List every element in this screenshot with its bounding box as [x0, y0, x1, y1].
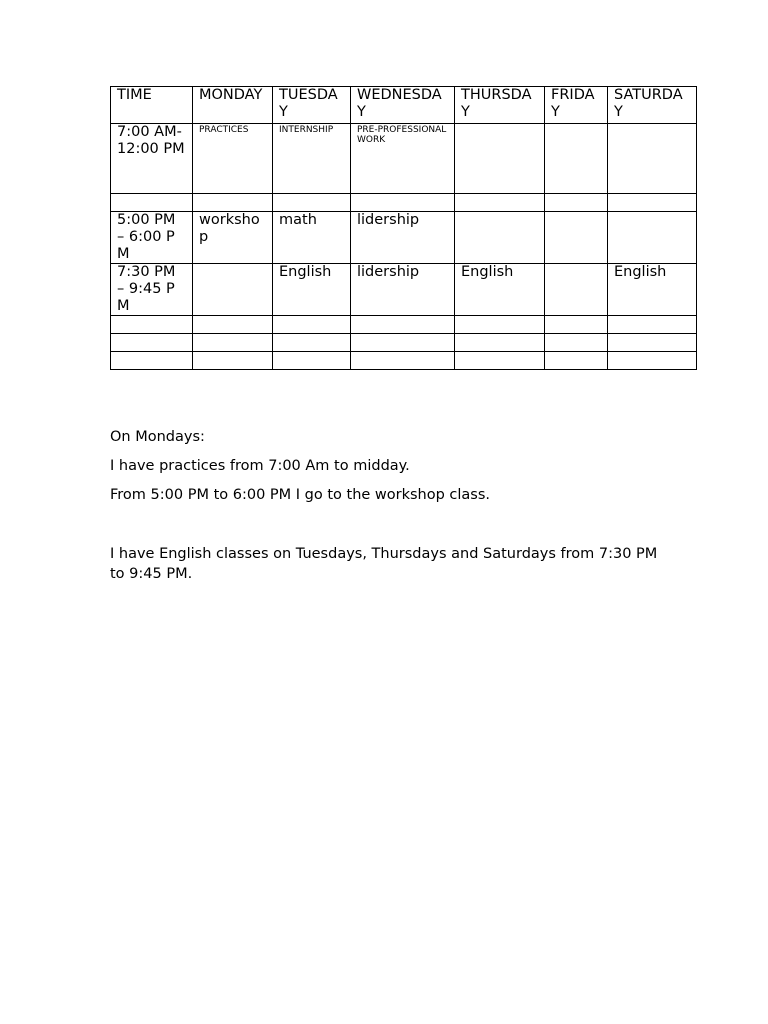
table-header-row [111, 87, 697, 124]
table-cell-time: 7:00 AM-12:00 PM [111, 124, 193, 194]
table-cell [545, 352, 608, 370]
table-cell [455, 316, 545, 334]
table-cell: English [273, 264, 351, 316]
table-cell: PRE-PROFESSIONAL WORK [351, 124, 455, 194]
table-cell [545, 212, 608, 264]
table-cell [455, 194, 545, 212]
table-cell [608, 124, 697, 194]
table-cell [608, 352, 697, 370]
table-row [111, 124, 697, 194]
table-cell-time: 5:00 PM – 6:00 PM [111, 212, 193, 264]
table-cell-time: 7:30 PM – 9:45 PM [111, 264, 193, 316]
paragraph-practices: I have practices from 7:00 Am to midday. [110, 458, 410, 474]
table-row [111, 264, 697, 316]
table-cell [455, 124, 545, 194]
header-cell-tuesday: TUESDAY [273, 87, 351, 124]
table-cell: math [273, 212, 351, 264]
header-cell-thursday: THURSDAY [455, 87, 545, 124]
header-cell-monday: MONDAY [193, 87, 273, 124]
table-cell: lidership [351, 264, 455, 316]
table-cell [351, 194, 455, 212]
table-row [111, 212, 697, 264]
header-cell-wednesday: WEDNESDAY [351, 87, 455, 124]
table-cell [608, 334, 697, 352]
schedule-table [110, 86, 697, 370]
table-cell: workshop [193, 212, 273, 264]
table-cell [351, 352, 455, 370]
header-cell-saturday: SATURDAY [608, 87, 697, 124]
paragraph-english-classes: I have English classes on Tuesdays, Thursdays and Saturdays from 7:30 PM to 9:45 PM. [110, 546, 658, 582]
table-cell [273, 316, 351, 334]
table-cell [608, 194, 697, 212]
table-cell: INTERNSHIP [273, 124, 351, 194]
table-cell [455, 334, 545, 352]
table-cell [351, 316, 455, 334]
table-cell [273, 334, 351, 352]
table-cell-time [111, 352, 193, 370]
table-cell: English [455, 264, 545, 316]
table-row [111, 194, 697, 212]
table-cell-time [111, 334, 193, 352]
table-cell-time [111, 194, 193, 212]
table-cell [455, 352, 545, 370]
table-cell [351, 334, 455, 352]
table-cell [273, 352, 351, 370]
table-cell: PRACTICES [193, 124, 273, 194]
table-cell [193, 352, 273, 370]
table-cell-time [111, 316, 193, 334]
table-cell [608, 316, 697, 334]
table-cell [193, 264, 273, 316]
table-cell [455, 212, 545, 264]
table-cell [608, 212, 697, 264]
table-cell [545, 194, 608, 212]
table-cell [545, 264, 608, 316]
header-cell-friday: FRIDAY [545, 87, 608, 124]
table-row [111, 352, 697, 370]
paragraph-workshop: From 5:00 PM to 6:00 PM I go to the workshop class. [110, 487, 491, 503]
table-row [111, 334, 697, 352]
table-cell: English [608, 264, 697, 316]
paragraph-mondays-heading: On Mondays: [110, 429, 205, 445]
table-cell [545, 334, 608, 352]
header-cell-time: TIME [111, 87, 193, 124]
table-cell [193, 316, 273, 334]
table-cell [273, 194, 351, 212]
table-cell [545, 124, 608, 194]
table-cell [193, 194, 273, 212]
table-cell [545, 316, 608, 334]
table-cell: lidership [351, 212, 455, 264]
table-row [111, 316, 697, 334]
table-cell [193, 334, 273, 352]
